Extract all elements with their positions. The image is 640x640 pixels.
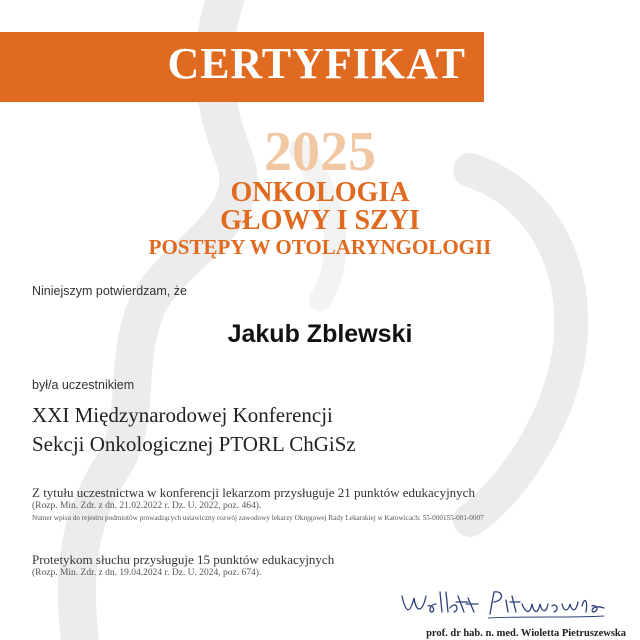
points-doctors-regulation: (Rozp. Min. Zdr. z dn. 21.02.2022 r. Dz. U. 2022, poz. 464). [32, 501, 262, 511]
certificate-title: CERTYFIKAT [167, 39, 466, 88]
points-hearing-aid-regulation: (Rozp. Min. Zdr. z dn. 19.04.2024 r. Dz. U. 2024, poz. 674). [32, 568, 262, 578]
event-name-line1: XXI Międzynarodowej Konferencji [32, 403, 333, 427]
confirm-text: Niniejszym potwierdzam, że [32, 284, 187, 298]
title-banner [0, 32, 484, 102]
conference-title-line2: GŁOWY I SZYI [220, 205, 420, 236]
conference-subtitle: POSTĘPY W OTOLARYNGOLOGII [148, 235, 492, 259]
registry-note: Numer wpisu do rejestru podmiotów prowadzących ustawiczny rozwój zawodowy lekarzy Okręgowej Rady Lekarskiej w Katowicach: 55-000155-001-0007 [32, 514, 484, 522]
points-hearing-aid: Protetykom słuchu przysługuje 15 punktów edukacyjnych [32, 552, 335, 567]
participant-text: był/a uczestnikiem [32, 378, 135, 392]
handwritten-signature [398, 586, 608, 622]
participant-name: Jakub Zblewski [227, 320, 413, 348]
conference-year: 2025 [264, 121, 376, 183]
signer-name: prof. dr hab. n. med. Wioletta Pietruszewska [426, 628, 626, 639]
event-name-line2: Sekcji Onkologicznej PTORL ChGiSz [32, 432, 356, 456]
points-doctors: Z tytułu uczestnictwa w konferencji lekarzom przysługuje 21 punktów edukacyjnych [32, 485, 475, 500]
conference-title-line1: ONKOLOGIA [230, 177, 410, 208]
